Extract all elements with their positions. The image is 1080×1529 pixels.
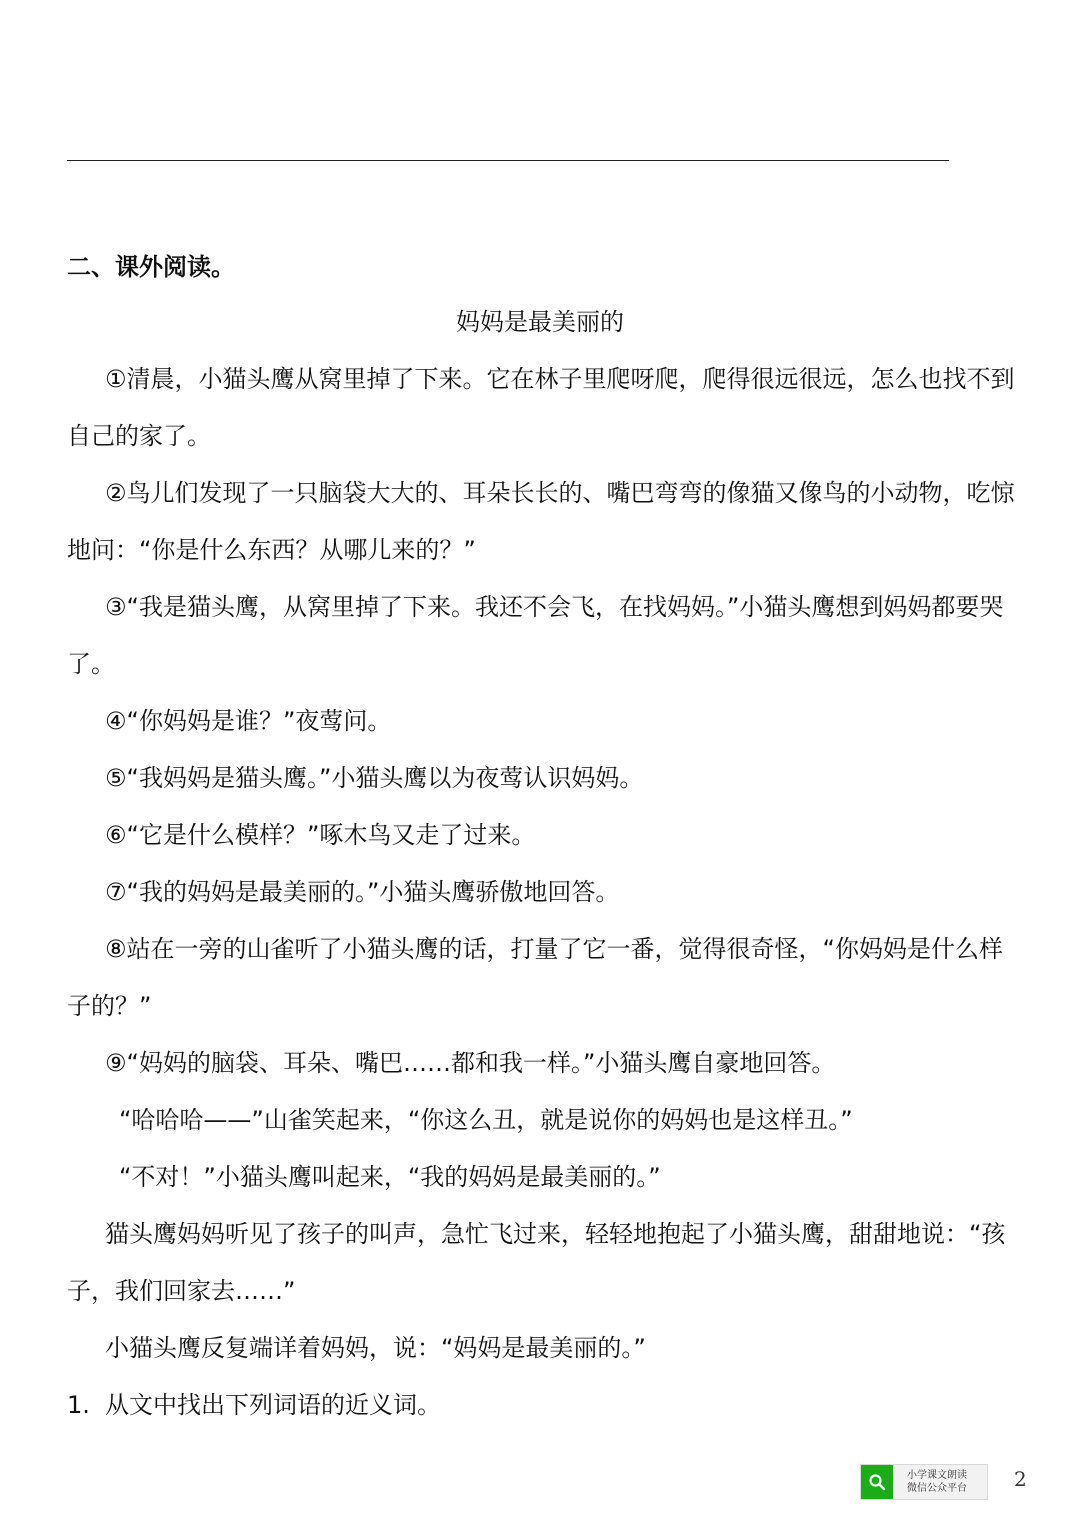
story-paragraph-12: 猫头鹰妈妈听见了孩子的叫声，急忙飞过来，轻轻地抱起了小猫头鹰，甜甜地说：“孩子，我们回家去……” (67, 1220, 1006, 1305)
story-paragraph-4: ④“你妈妈是谁？”夜莺问。 (105, 707, 392, 735)
story-body (67, 351, 1017, 1434)
question-text: 从文中找出下列词语的近义词。 (105, 1391, 441, 1419)
logo-line-2: 微信公众平台 (907, 1483, 967, 1494)
search-icon (868, 1473, 886, 1491)
story-paragraph-7: ⑦“我的妈妈是最美丽的。”小猫头鹰骄傲地回答。 (105, 878, 620, 906)
logo-line-1: 小学课文朗读 (907, 1470, 967, 1481)
story-title: 妈妈是最美丽的 (456, 308, 624, 336)
story-paragraph-1: ①清晨，小猫头鹰从窝里掉了下来。它在林子里爬呀爬，爬得很远很远，怎么也找不到自己的家了。 (67, 365, 1015, 450)
answer-line (67, 160, 949, 161)
story-paragraph-6: ⑥“它是什么模样？”啄木鸟又走了过来。 (105, 821, 536, 849)
story-paragraph-11: “不对！”小猫头鹰叫起来，“我的妈妈是最美丽的。” (119, 1163, 661, 1191)
story-paragraph-10: “哈哈哈——”山雀笑起来，“你这么丑，就是说你的妈妈也是这样丑。” (119, 1106, 853, 1134)
wechat-logo (860, 1464, 988, 1500)
story-paragraph-2: ②鸟儿们发现了一只脑袋大大的、耳朵长长的、嘴巴弯弯的像猫又像鸟的小动物，吃惊地问：“你是什么东西？从哪儿来的？” (67, 479, 1015, 564)
story-paragraph-13: 小猫头鹰反复端详着妈妈，说：“妈妈是最美丽的。” (105, 1334, 646, 1362)
story-paragraph-3: ③“我是猫头鹰，从窝里掉了下来。我还不会飞，在找妈妈。”小猫头鹰想到妈妈都要哭了。 (67, 593, 1004, 678)
section-title: 二、课外阅读。 (67, 253, 235, 281)
question-number: 1. (67, 1391, 90, 1419)
story-paragraph-8: ⑧站在一旁的山雀听了小猫头鹰的话，打量了它一番，觉得很奇怪，“你妈妈是什么样子的？” (67, 935, 1003, 1020)
story-paragraph-5: ⑤“我妈妈是猫头鹰。”小猫头鹰以为夜莺认识妈妈。 (105, 764, 644, 792)
story-paragraph-9: ⑨“妈妈的脑袋、耳朵、嘴巴……都和我一样。”小猫头鹰自豪地回答。 (105, 1049, 836, 1077)
question-1 (67, 1377, 1017, 1434)
page-number: 2 (1014, 1467, 1027, 1491)
logo-text (907, 1469, 967, 1495)
logo-badge (861, 1465, 893, 1499)
